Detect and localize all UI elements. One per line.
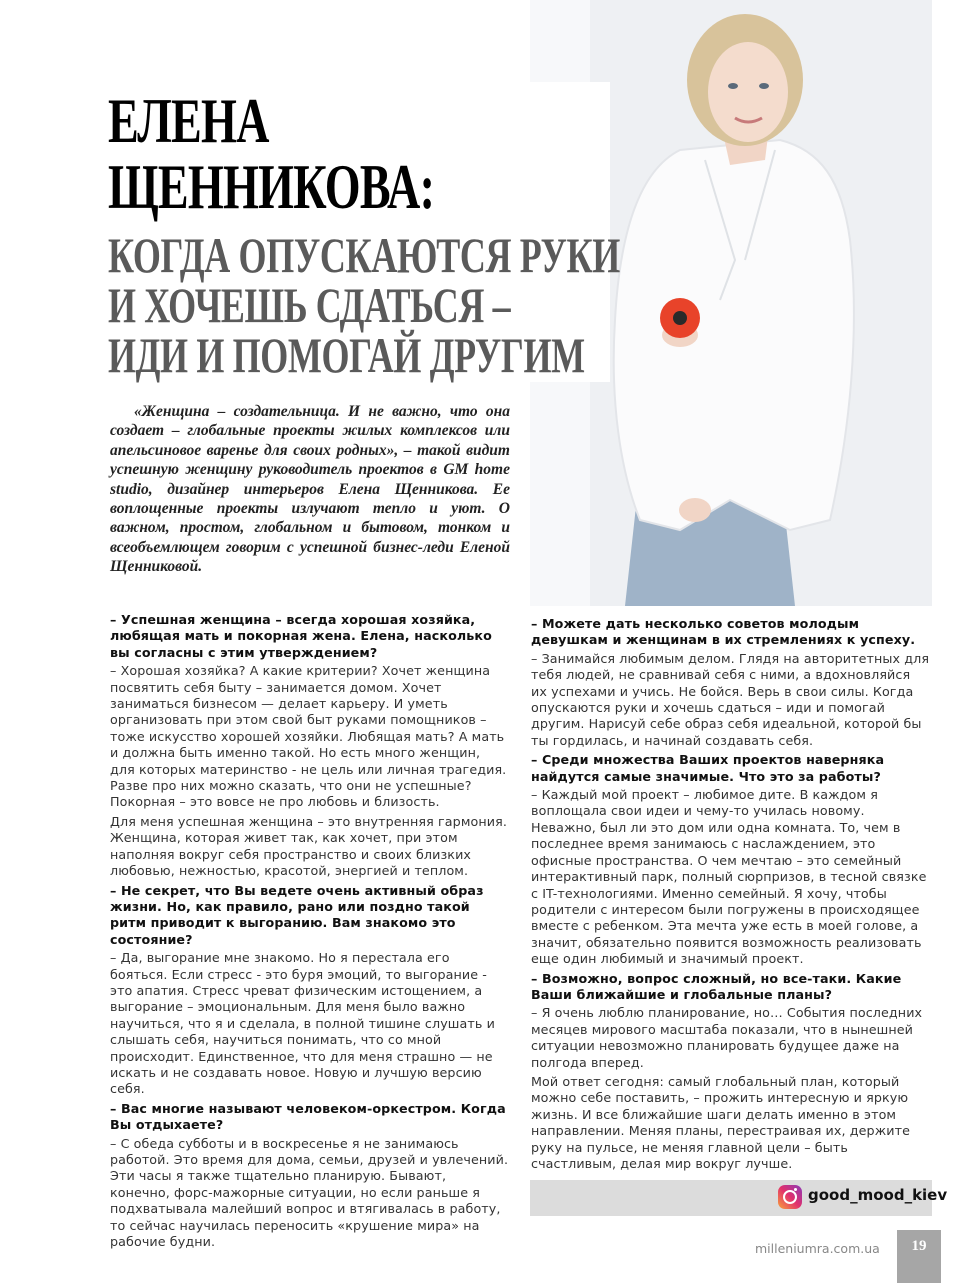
- title-line-1: ЕЛЕНА: [108, 85, 269, 156]
- question-6: – Возможно, вопрос сложный, но все-таки. Какие Ваши ближайшие и глобальные планы?: [531, 970, 902, 1002]
- subtitle-line-3: ИДИ И ПОМОГАЙ ДРУГИМ: [108, 327, 585, 383]
- instagram-icon[interactable]: [778, 1185, 802, 1209]
- intro-lead: [110, 402, 510, 577]
- answer-3: – С обеда субботы и в воскресенье я не занимаюсь работой. Это время для дома, семьи, друзей и увлечений. Эти часы я также тщательно планирую. Бывают, конечно, форс-мажорные ситуации, но если раньше я подхватывала малейший вопрос и втягивалась в работу, то сейчас научилась переносить «крушение мира» на рабочие будни.: [110, 1135, 509, 1250]
- article-subtitle: [108, 227, 620, 383]
- subtitle-line-2: И ХОЧЕШЬ СДАТЬСЯ –: [108, 277, 511, 333]
- article-title: [108, 85, 435, 222]
- magazine-website[interactable]: milleniumra.com.ua: [755, 1241, 880, 1256]
- left-column: [110, 612, 509, 1253]
- question-1: – Успешная женщина – всегда хорошая хозяйка, любящая мать и покорная жена. Елена, насколько вы согласны с этим утверждением?: [110, 612, 492, 660]
- answer-6: – Я очень люблю планирование, но… События последних месяцев мирового масштаба показали, что в нынешней ситуации невозможно планировать будущее даже на полгода вперед.: [531, 1005, 923, 1070]
- right-column: [531, 616, 930, 1175]
- title-line-2: ЩЕННИКОВА:: [108, 151, 435, 222]
- answer-2: – Да, выгорание мне знакомо. Но я перестала его бояться. Если стресс - это буря эмоций, то выгорание - это апатия. Стресс чреват физическим истощением, а выгорание – эмоциональным. Для меня было важно научиться, что я и сделала, в полной тишине слушать и слышать себя, научиться понимать, что со мной происходит. Единственное, что для меня страшно — не искать и не создавать новое. Новую и лучшую версию себя.: [110, 950, 495, 1097]
- answer-1: – Хорошая хозяйка? А какие критерии? Хочет женщина посвятить себя быту – занимается домом. Хочет заниматься бизнесом — делает карьеру. И уметь организовать при этом свой быт руками помощников – тоже искусство хорошей хозяйки. Любящая мать? А мать и должна быть именно такой. Но есть много женщин, для которых материнство - не цель или личная трагедия. Разве про них можно сказать, что они не успешные? Покорная – это вовсе не про любовь и близость.: [110, 663, 507, 810]
- answer-1-continued: Для меня успешная женщина – это внутренняя гармония. Женщина, которая живет так, как хочет, при этом наполняя вокруг себя пространство и своих близких любовью, нежностью, красотой, энергией и теплом.: [110, 813, 507, 879]
- answer-4: – Занимайся любимым делом. Глядя на авторитетных для тебя людей, не сравнивай себя с ними, а вдохновляйся их успехами и учись. Не бойся. Верь в свои силы. Когда опускаются руки и хочешь сдаться – иди и помогай другим. Нарисуй себе образ себя идеальной, которой бы ты гордилась, и начинай создавать себя.: [531, 650, 930, 748]
- question-5: – Среди множества Ваших проектов наверняка найдутся самые значимые. Что это за работы?: [531, 752, 885, 784]
- question-2: – Не секрет, что Вы ведете очень активный образ жизни. Но, как правило, рано или поздно такой ритм приводит к выгоранию. Вам знакомо это состояние?: [110, 882, 484, 947]
- page-number: 19: [897, 1230, 941, 1283]
- answer-6-continued: Мой ответ сегодня: самый глобальный план, который можно себе поставить, – прожить интересную и яркую жизнь. И все ближайшие шаги делать именно в этом направлении. Меняя планы, перестраивая их, держите руку на пульсе, не меняя главной цели – быть счастливым, делая мир вокруг лучше.: [531, 1073, 910, 1171]
- question-3: – Вас многие называют человеком-оркестром. Когда Вы отдыхаете?: [110, 1100, 506, 1133]
- subtitle-line-1: КОГДА ОПУСКАЮТСЯ РУКИ: [108, 227, 620, 283]
- instagram-handle[interactable]: good_mood_kiev: [808, 1186, 948, 1204]
- answer-5: – Каждый мой проект – любимое дите. В каждом я воплощала свои идеи и чему-то училась новому. Неважно, был ли это дом или одна комната. То, чем в последнее время занимаюсь с наслаждением, это офисные пространства. О чем мечтаю – это семейный интерактивный парк, полный сюрпризов, в тесной связке с IT-технологиями. Именно семейный. Я хочу, чтобы родители с интересом были погружены в происходящее вместе с ребенком. Эта мечта уже есть в моей голове, а значит, обязательно появится возможность реализовать еще один любимый и значимый проект.: [531, 787, 927, 967]
- question-4: – Можете дать несколько советов молодым девушкам и женщинам в их стремлениях к успеху.: [531, 616, 916, 648]
- intro-paragraph: «Женщина – создательница. И не важно, что она создает – глобальные проекты жилых комплексов или апельсиновое варенье для своих родных», – такой видит успешную женщину руководитель проектов в GM home studio, дизайнер интерьеров Елена Щенникова. Ее воплощенные проекты излучают тепло и уют. О важном, простом, глобальном и бытовом, тонком и всеобъемлющем говорим с успешной бизнес-леди Еленой Щенниковой.: [110, 403, 510, 576]
